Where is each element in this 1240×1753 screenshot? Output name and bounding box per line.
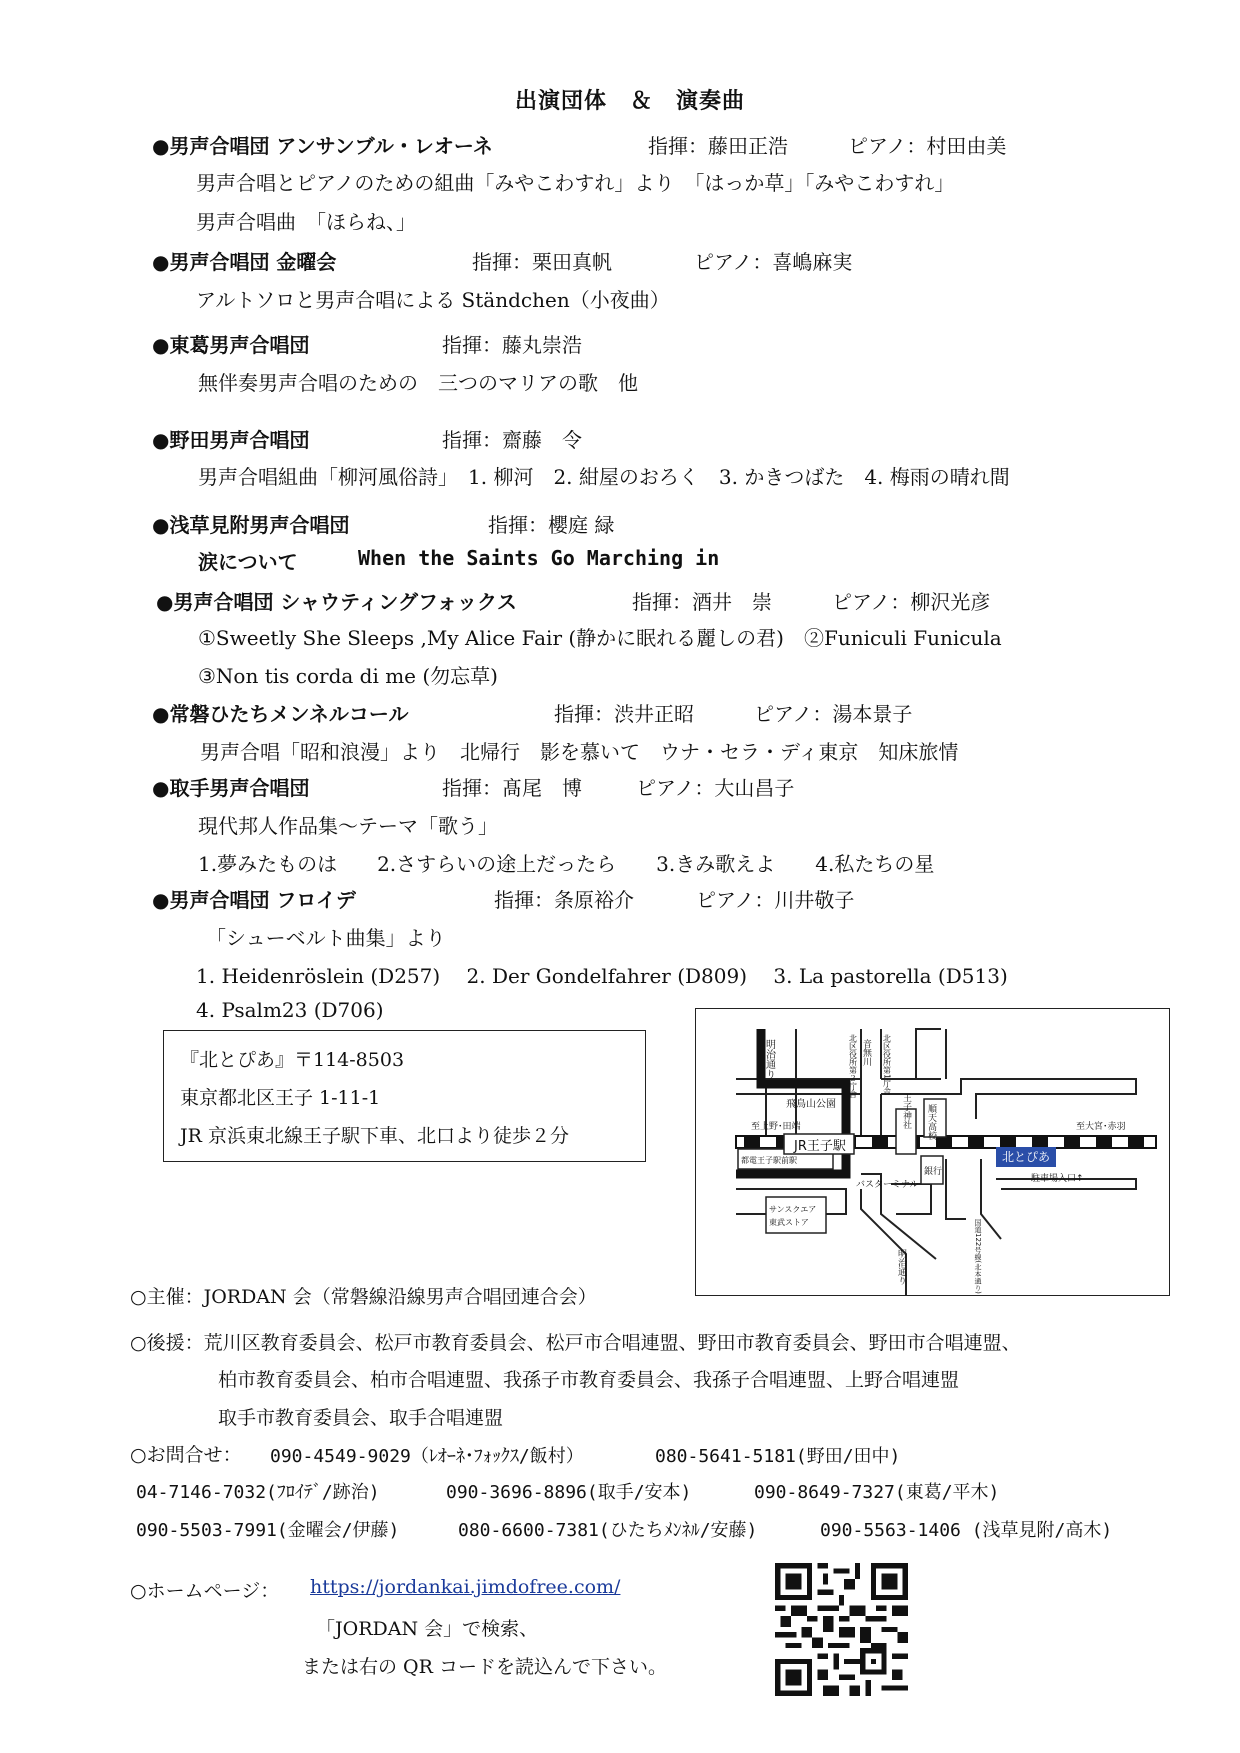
group-pianist: ピアノ：湯本景子 <box>754 702 913 726</box>
map-venue-label: 北とぴあ <box>1002 1150 1051 1164</box>
group-program-line: 男声合唱曲 「ほらね、」 <box>196 210 416 234</box>
group-name: ●男声合唱団 フロイデ <box>152 888 356 912</box>
venue-access: JR 京浜東北線王子駅下車、北口より徒歩２分 <box>180 1125 569 1147</box>
group-name: ●常磐ひたちメンネルコール <box>152 702 409 726</box>
map-label: 王子神社 <box>901 1093 911 1129</box>
homepage-note: または右の QR コードを読込んで下さい。 <box>302 1656 667 1678</box>
map-label: 東武ストア <box>769 1218 809 1227</box>
group-pianist: ピアノ：柳沢光彦 <box>832 590 991 614</box>
map-label: 国道122号線(北本通り) <box>974 1219 982 1294</box>
group-name: ●取手男声合唱団 <box>152 776 310 800</box>
group-program-line: 男声合唱とピアノのための組曲「みやこわすれ」より 「はっか草」「みやこわすれ」 <box>196 171 955 195</box>
group-conductor: 指揮：櫻庭 緑 <box>488 513 615 537</box>
page-title: 出演団体 ＆ 演奏曲 <box>515 89 746 114</box>
group-conductor: 指揮：藤丸崇浩 <box>442 333 582 357</box>
group-program-line: When the Saints Go Marching in <box>358 546 720 570</box>
map-label: 駐車場入口↑ <box>1031 1174 1084 1184</box>
contact-phone: 080-6600-7381(ひたちﾒﾝﾈﾙ/安藤) <box>458 1520 758 1541</box>
supporters-line: ○後援：荒川区教育委員会、松戸市教育委員会、松戸市合唱連盟、野田市教育委員会、野田市合唱連盟、 <box>130 1332 1021 1354</box>
group-program-line: アルトソロと男声合唱による Ständchen（小夜曲） <box>196 288 670 312</box>
group-pianist: ピアノ：大山昌子 <box>636 776 795 800</box>
group-conductor: 指揮：条原裕介 <box>494 888 634 912</box>
map-label: 飛鳥山公園 <box>786 1099 836 1110</box>
group-program-line: 無伴奏男声合唱のための 三つのマリアの歌 他 <box>198 371 638 395</box>
group-name: ●男声合唱団 シャウティングフォックス <box>156 590 517 614</box>
group-name: ●野田男声合唱団 <box>152 428 310 452</box>
group-conductor: 指揮：藤田正浩 <box>648 134 788 158</box>
group-pianist: ピアノ：川井敬子 <box>696 888 855 912</box>
group-program-line: 男声合唱「昭和浪漫」より 北帰行 影を慕いて ウナ・セラ・ディ東京 知床旅情 <box>200 740 959 764</box>
contact-phone: 090-8649-7327(東葛/平木) <box>754 1482 1000 1503</box>
group-name: ●浅草見附男声合唱団 <box>152 513 350 537</box>
access-map <box>695 1008 1170 1296</box>
group-conductor: 指揮：酒井 崇 <box>632 590 772 614</box>
supporters-line: 柏市教育委員会、柏市合唱連盟、我孫子市教育委員会、我孫子合唱連盟、上野合唱連盟 <box>218 1369 960 1391</box>
organizer: ○主催：JORDAN 会（常磐線沿線男声合唱団連合会） <box>130 1286 597 1308</box>
group-program-line: 男声合唱組曲「柳河風俗詩」 1. 柳河 2. 紺屋のおろく 3. かきつばた 4. 梅雨の晴れ間 <box>198 465 1010 489</box>
map-label: 至上野･田端 <box>751 1122 801 1132</box>
map-label: 明治通り <box>763 1039 775 1079</box>
qr-code-image <box>775 1563 908 1696</box>
group-program-line: 1. Heidenröslein (D257) 2. Der Gondelfahrer (D809) 3. La pastorella (D513) <box>196 964 1008 988</box>
contact-phone: 090-4549-9029（ﾚｵｰﾈ･ﾌｫｯｸｽ/飯村） <box>270 1446 584 1467</box>
map-label: 銀行 <box>924 1167 943 1177</box>
group-program-line: 「シューベルト曲集」より <box>206 926 446 950</box>
group-program-line: ③Non tis corda di me (勿忘草) <box>198 664 498 688</box>
contact-label: ○お問合せ： <box>130 1444 242 1466</box>
map-station-label: JR王子駅 <box>794 1139 846 1154</box>
contact-phone: 090-5563-1406 (浅草見附/高木) <box>820 1520 1113 1541</box>
qr-code[interactable] <box>775 1563 908 1696</box>
venue-name-postcode: 『北とぴあ』〒114-8503 <box>180 1049 405 1071</box>
homepage-link[interactable]: https://jordankai.jimdofree.com/ <box>310 1576 621 1598</box>
map-label: バスターミナル <box>856 1180 919 1190</box>
map-drawing <box>696 1009 1169 1295</box>
contact-phone: 090-5503-7991(金曜会/伊藤) <box>136 1520 400 1541</box>
group-pianist: ピアノ：喜嶋麻実 <box>694 250 853 274</box>
contact-phone: 080-5641-5181(野田/田中) <box>655 1446 901 1467</box>
venue-address-box <box>163 1030 646 1162</box>
contact-phone: 04-7146-7032(ﾌﾛｲﾃﾞ/跡治) <box>136 1482 380 1503</box>
group-name: ●男声合唱団 金曜会 <box>152 250 337 274</box>
group-conductor: 指揮：齋藤 令 <box>442 428 582 452</box>
map-label: サンスクエア <box>769 1205 817 1214</box>
group-conductor: 指揮：栗田真帆 <box>472 250 612 274</box>
map-label: 北区役所第２庁舎 <box>848 1034 858 1098</box>
homepage-note: 「JORDAN 会」で検索、 <box>316 1618 539 1640</box>
map-label: 順天高校 <box>926 1104 936 1140</box>
group-program-line: 1.夢みたものは 2.さすらいの途上だったら 3.きみ歌えよ 4.私たちの星 <box>198 852 935 876</box>
map-label: 至大宮･赤羽 <box>1076 1122 1126 1132</box>
map-label: 都電王子駅前駅 <box>741 1156 797 1165</box>
group-name: ●男声合唱団 アンサンブル・レオーネ <box>152 134 493 158</box>
map-label: 音無川 <box>861 1039 871 1066</box>
venue-street: 東京都北区王子 1-11-1 <box>180 1087 381 1109</box>
group-conductor: 指揮：渋井正昭 <box>554 702 694 726</box>
group-conductor: 指揮：髙尾 博 <box>442 776 582 800</box>
supporters-line: 取手市教育委員会、取手合唱連盟 <box>218 1407 504 1429</box>
contact-phone: 090-3696-8896(取手/安本) <box>446 1482 692 1503</box>
group-pianist: ピアノ：村田由美 <box>848 134 1007 158</box>
group-program-line: 涙について <box>198 550 298 574</box>
group-program-line: 現代邦人作品集～テーマ「歌う」 <box>198 814 498 838</box>
map-label: 北区役所第1庁舎 <box>882 1034 892 1096</box>
map-label: 明治通り <box>896 1249 906 1285</box>
homepage-label: ○ホームページ： <box>130 1580 280 1602</box>
group-name: ●東葛男声合唱団 <box>152 333 310 357</box>
group-program-line: 4. Psalm23 (D706) <box>196 998 384 1022</box>
group-program-line: ①Sweetly She Sleeps ,My Alice Fair (静かに眠れる麗しの君) ②Funiculi Funicula <box>198 626 1002 650</box>
